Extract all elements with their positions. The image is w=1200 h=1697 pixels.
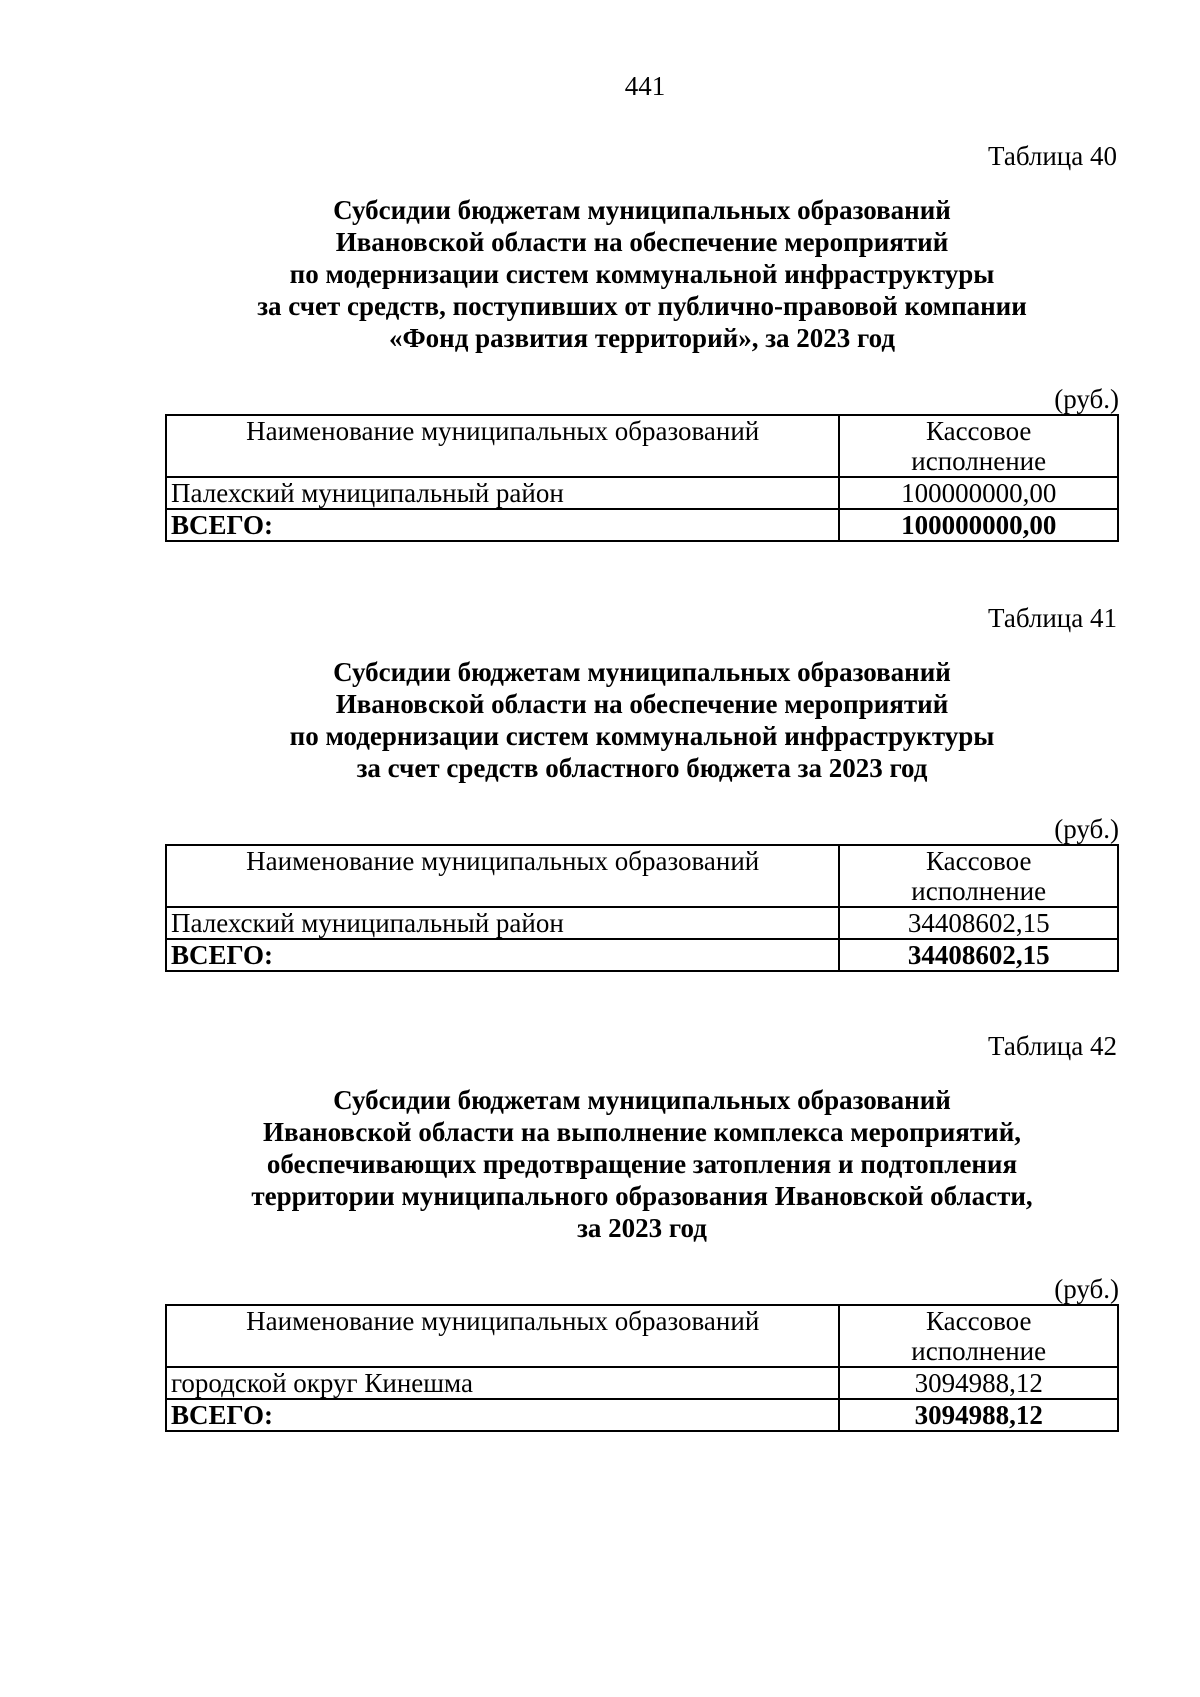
table-title <box>165 656 1119 784</box>
row-name-cell: Палехский муниципальный район <box>166 477 839 509</box>
header-name-cell: Наименование муниципальных образований <box>166 845 839 907</box>
title-line: обеспечивающих предотвращение затопления и подтопления <box>266 1149 1018 1179</box>
table-40-section <box>165 140 1119 542</box>
data-table <box>165 844 1119 972</box>
total-value-cell: 3094988,12 <box>839 1399 1118 1431</box>
row-value-cell: 3094988,12 <box>839 1367 1118 1399</box>
title-line: Субсидии бюджетам муниципальных образований <box>333 657 951 687</box>
header-value-line: Кассовое <box>925 416 1032 446</box>
units-label: (руб.) <box>1054 1274 1119 1304</box>
total-value-cell: 34408602,15 <box>839 939 1118 971</box>
table-label: Таблица 42 <box>988 1031 1117 1061</box>
title-line: Субсидии бюджетам муниципальных образований <box>333 195 951 225</box>
header-value-cell <box>839 845 1118 907</box>
data-table <box>165 414 1119 542</box>
table-42-section <box>165 1030 1119 1432</box>
header-name-cell: Наименование муниципальных образований <box>166 415 839 477</box>
total-label-cell: ВСЕГО: <box>166 1399 839 1431</box>
row-value-cell: 34408602,15 <box>839 907 1118 939</box>
header-value-line: Кассовое <box>925 1306 1032 1336</box>
title-line: Ивановской области на обеспечение мероприятий <box>335 689 949 719</box>
page-number: 441 <box>624 71 666 101</box>
title-line: за 2023 год <box>577 1213 707 1243</box>
title-line: по модернизации систем коммунальной инфраструктуры <box>289 721 995 751</box>
table-label: Таблица 40 <box>988 141 1117 171</box>
total-value-cell: 100000000,00 <box>839 509 1118 541</box>
units-label: (руб.) <box>1054 384 1119 414</box>
table-title <box>165 194 1119 354</box>
table-row <box>166 1367 1118 1399</box>
row-name-cell: Палехский муниципальный район <box>166 907 839 939</box>
header-row <box>166 1305 1118 1367</box>
row-name-cell: городской округ Кинешма <box>166 1367 839 1399</box>
title-line: за счет средств областного бюджета за 2023 год <box>356 753 928 783</box>
title-line: Ивановской области на выполнение комплекса мероприятий, <box>262 1117 1022 1147</box>
table-title <box>165 1084 1119 1244</box>
total-row <box>166 509 1118 541</box>
total-row <box>166 1399 1118 1431</box>
header-row <box>166 415 1118 477</box>
total-label-cell: ВСЕГО: <box>166 509 839 541</box>
row-value-cell: 100000000,00 <box>839 477 1118 509</box>
table-label: Таблица 41 <box>988 603 1117 633</box>
header-name-cell: Наименование муниципальных образований <box>166 1305 839 1367</box>
units-label: (руб.) <box>1054 814 1119 844</box>
title-line: Ивановской области на обеспечение мероприятий <box>335 227 949 257</box>
title-line: территории муниципального образования Ивановской области, <box>251 1181 1033 1211</box>
header-value-line: исполнение <box>911 1336 1047 1366</box>
table-41-section <box>165 602 1119 972</box>
header-row <box>166 845 1118 907</box>
data-table <box>165 1304 1119 1432</box>
title-line: «Фонд развития территорий», за 2023 год <box>388 323 896 353</box>
header-value-cell <box>839 1305 1118 1367</box>
total-label-cell: ВСЕГО: <box>166 939 839 971</box>
total-row <box>166 939 1118 971</box>
table-row <box>166 907 1118 939</box>
title-line: за счет средств, поступивших от публично-правовой компании <box>257 291 1027 321</box>
title-line: Субсидии бюджетам муниципальных образований <box>333 1085 951 1115</box>
header-value-line: Кассовое <box>925 846 1032 876</box>
header-value-cell <box>839 415 1118 477</box>
header-value-line: исполнение <box>911 446 1047 476</box>
table-row <box>166 477 1118 509</box>
title-line: по модернизации систем коммунальной инфраструктуры <box>289 259 995 289</box>
header-value-line: исполнение <box>911 876 1047 906</box>
